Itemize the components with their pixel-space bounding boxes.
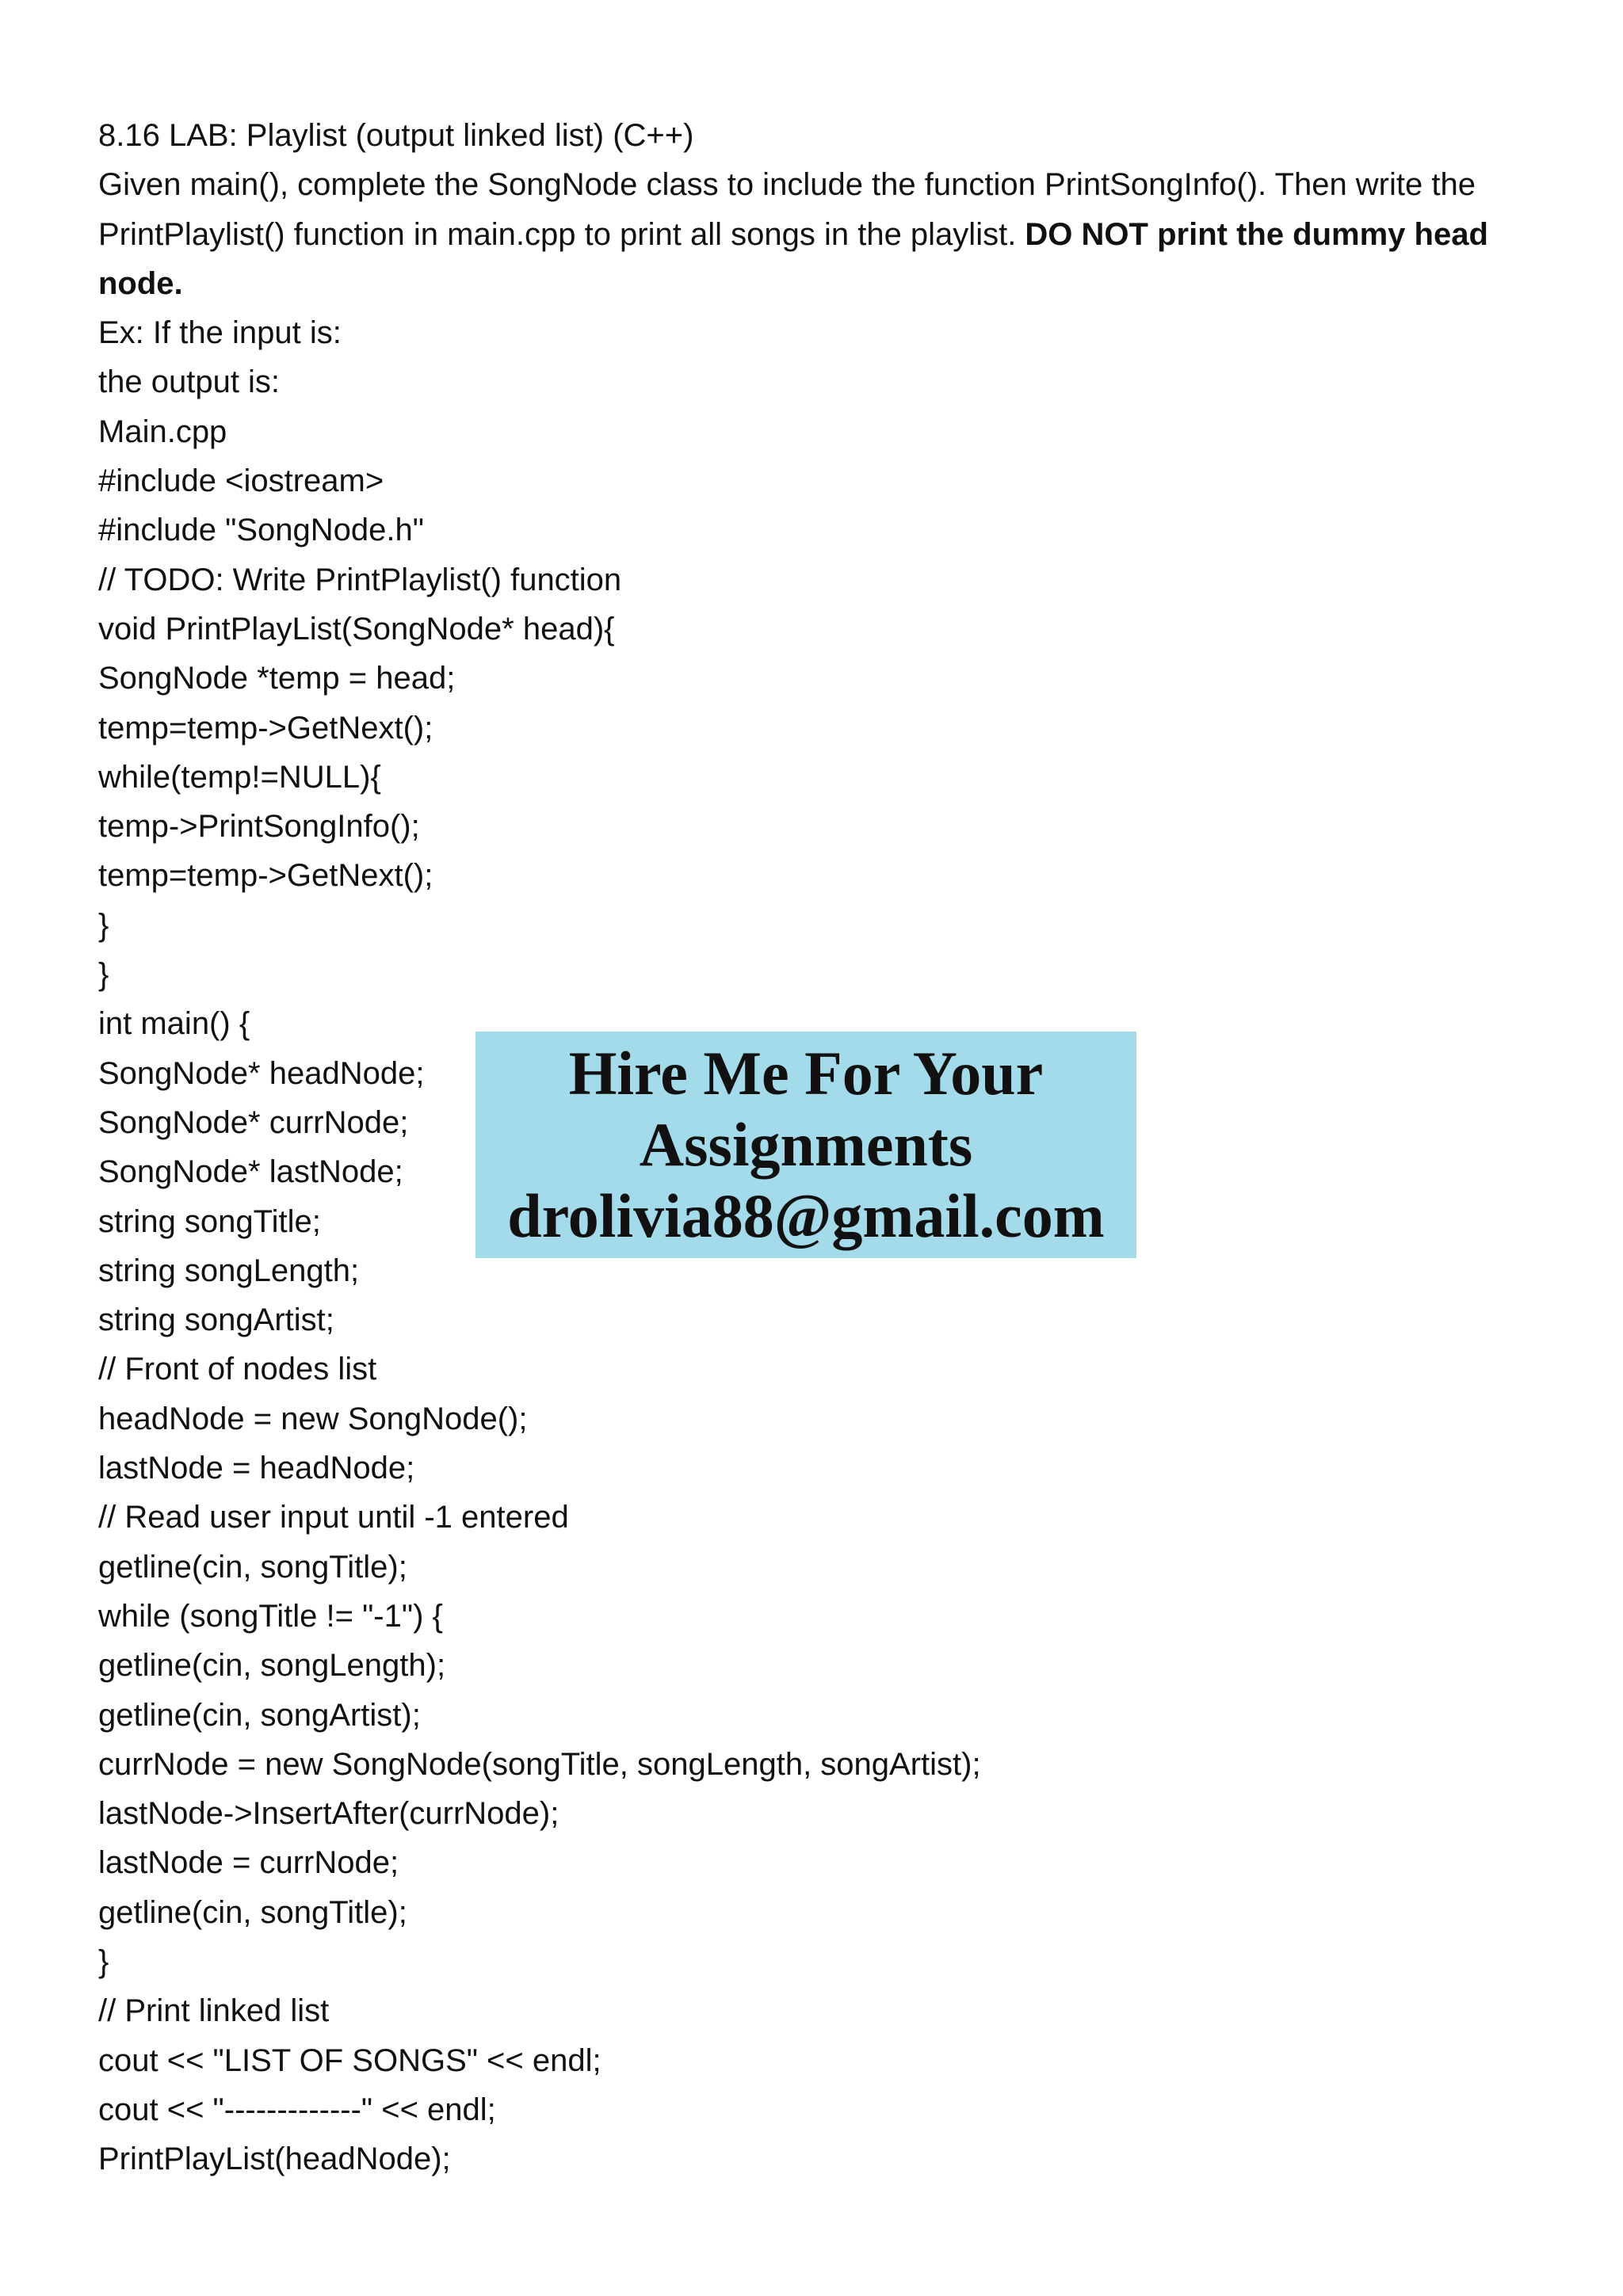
code-line: #include <iostream> [98, 463, 384, 499]
code-line: getline(cin, songArtist); [98, 1697, 421, 1733]
code-line: headNode = new SongNode(); [98, 1401, 528, 1436]
code-line: // TODO: Write PrintPlaylist() function [98, 562, 622, 597]
code-line: lastNode = currNode; [98, 1845, 399, 1881]
example-output-label: the output is: [98, 364, 281, 400]
code-line: string songLength; [98, 1253, 360, 1288]
code-line: getline(cin, songTitle); [98, 1549, 407, 1585]
instructions-paragraph [98, 160, 1541, 308]
code-line: void PrintPlayList(SongNode* head){ [98, 611, 615, 646]
code-line: temp->PrintSongInfo(); [98, 809, 420, 845]
code-line: // Front of nodes list [98, 1352, 377, 1387]
filename-label: Main.cpp [98, 414, 227, 449]
code-line: while(temp!=NULL){ [98, 759, 381, 795]
code-line: while (songTitle != "-1") { [98, 1598, 443, 1634]
code-line: lastNode->InsertAfter(currNode); [98, 1796, 559, 1832]
code-line: lastNode = headNode; [98, 1451, 415, 1486]
code-line: SongNode* headNode; [98, 1055, 425, 1091]
code-line: cout << "-------------" << endl; [98, 2092, 496, 2127]
code-line: string songTitle; [98, 1203, 321, 1239]
code-line: string songArtist; [98, 1302, 334, 1338]
page-title: 8.16 LAB: Playlist (output linked list) (C++) [98, 118, 694, 153]
code-block [98, 456, 1541, 2183]
code-line: int main() { [98, 1006, 250, 1042]
code-line: temp=temp->GetNext(); [98, 858, 433, 894]
ad-banner-line: Hire Me For Your [568, 1039, 1044, 1108]
code-line: SongNode *temp = head; [98, 661, 456, 696]
instructions-text: Given main(), complete the SongNode class to include the function PrintSongInfo(). Then write the PrintPlaylist() function in main.cpp to print all songs in the playlist. [98, 167, 1476, 252]
code-line: getline(cin, songTitle); [98, 1894, 407, 1930]
code-line: cout << "LIST OF SONGS" << endl; [98, 2042, 601, 2078]
code-line: } [98, 907, 109, 943]
code-line: SongNode* lastNode; [98, 1154, 403, 1190]
ad-banner-email: drolivia88@gmail.com [507, 1181, 1105, 1250]
ad-banner [475, 1032, 1136, 1258]
code-line: #include "SongNode.h" [98, 513, 424, 548]
code-line: SongNode* currNode; [98, 1104, 409, 1140]
code-line: getline(cin, songLength); [98, 1648, 446, 1684]
code-line: currNode = new SongNode(songTitle, songLength, songArtist); [98, 1746, 981, 1782]
code-line: // Print linked list [98, 1993, 330, 2029]
instructions-bold-note: DO NOT print the dummy head node. [98, 216, 1488, 301]
code-line: } [98, 1943, 109, 1979]
code-line: } [98, 957, 109, 993]
example-input-label: Ex: If the input is: [98, 315, 342, 351]
code-line: // Read user input until -1 entered [98, 1500, 569, 1535]
code-line: PrintPlayList(headNode); [98, 2142, 451, 2177]
code-line: temp=temp->GetNext(); [98, 710, 433, 746]
ad-banner-line: Assignments [639, 1110, 973, 1179]
